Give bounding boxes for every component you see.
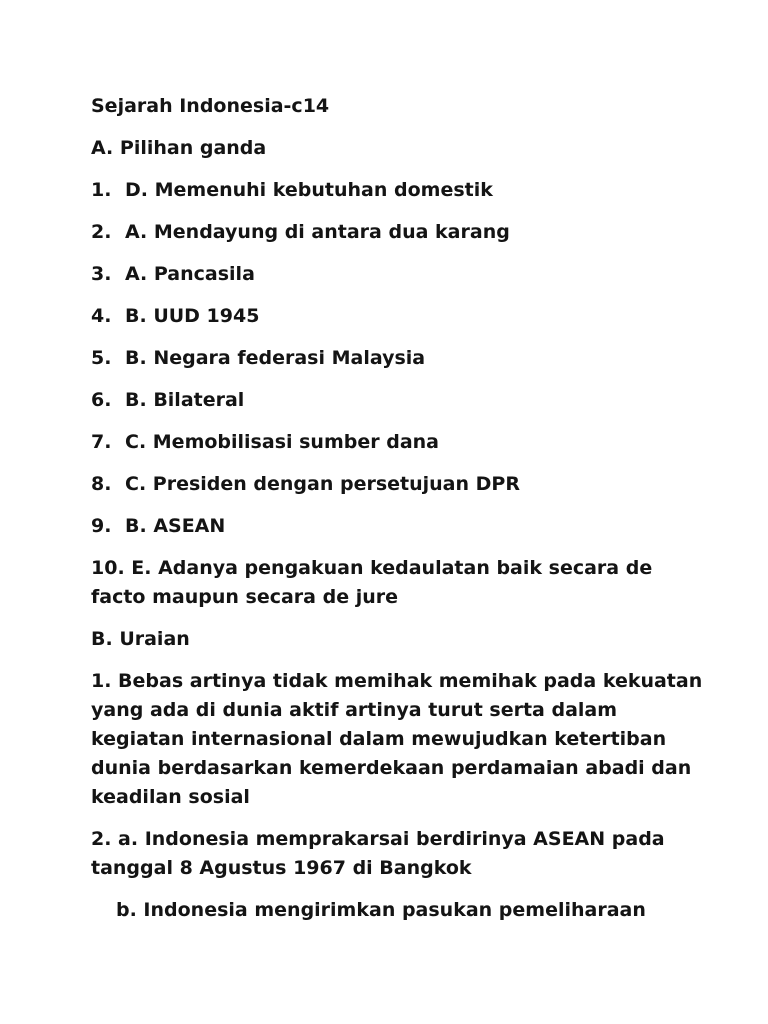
- mc-number: 2.: [91, 221, 112, 243]
- mc-number: 7.: [91, 431, 112, 453]
- mc-item-10-line-2: facto maupun secara de jure: [91, 586, 398, 608]
- mc-item-9: [91, 512, 708, 541]
- essay-1-line-3: kegiatan internasional dalam mewujudkan ketertiban: [91, 728, 667, 750]
- mc-item-1: [91, 176, 708, 205]
- mc-number: 5.: [91, 347, 112, 369]
- mc-answer: B. Negara federasi Malaysia: [125, 347, 426, 369]
- mc-item-10-line-1: 10. E. Adanya pengakuan kedaulatan baik secara de: [91, 557, 653, 579]
- essay-1-line-5: keadilan sosial: [91, 786, 250, 808]
- document-title: Sejarah Indonesia-c14: [91, 95, 330, 117]
- mc-answer: B. Bilateral: [125, 389, 245, 411]
- essay-1-line-1: 1. Bebas artinya tidak memihak memihak pada kekuatan: [91, 670, 703, 692]
- mc-item-2: [91, 218, 708, 247]
- essay-answer-1: [91, 667, 708, 812]
- essay-2a-line-2: tanggal 8 Agustus 1967 di Bangkok: [91, 857, 472, 879]
- mc-number: 9.: [91, 515, 112, 537]
- essay-1-line-4: dunia berdasarkan kemerdekaan perdamaian abadi dan: [91, 757, 692, 779]
- essay-2a-line-1: 2. a. Indonesia memprakarsai berdirinya ASEAN pada: [91, 828, 665, 850]
- mc-item-6: [91, 386, 708, 415]
- essay-answer-2a: [91, 825, 708, 883]
- mc-answer: B. ASEAN: [125, 515, 226, 537]
- section-a-heading: A. Pilihan ganda: [91, 137, 267, 159]
- mc-item-7: [91, 428, 708, 457]
- essay-answer-2b: b. Indonesia mengirimkan pasukan pemeliharaan: [116, 899, 646, 921]
- mc-number: 3.: [91, 263, 112, 285]
- mc-answer: C. Memobilisasi sumber dana: [125, 431, 440, 453]
- mc-item-5: [91, 344, 708, 373]
- section-b-heading: B. Uraian: [91, 628, 190, 650]
- mc-number: 1.: [91, 179, 112, 201]
- mc-answer: A. Pancasila: [125, 263, 255, 285]
- mc-answer: A. Mendayung di antara dua karang: [125, 221, 510, 243]
- mc-number: 4.: [91, 305, 112, 327]
- mc-number: 6.: [91, 389, 112, 411]
- mc-item-4: [91, 302, 708, 331]
- mc-answer: B. UUD 1945: [125, 305, 260, 327]
- mc-answer: C. Presiden dengan persetujuan DPR: [125, 473, 520, 495]
- mc-item-3: [91, 260, 708, 289]
- mc-item-10: [91, 554, 708, 612]
- mc-number: 8.: [91, 473, 112, 495]
- mc-item-8: [91, 470, 708, 499]
- essay-1-line-2: yang ada di dunia aktif artinya turut serta dalam: [91, 699, 618, 721]
- mc-answer: D. Memenuhi kebutuhan domestik: [125, 179, 493, 201]
